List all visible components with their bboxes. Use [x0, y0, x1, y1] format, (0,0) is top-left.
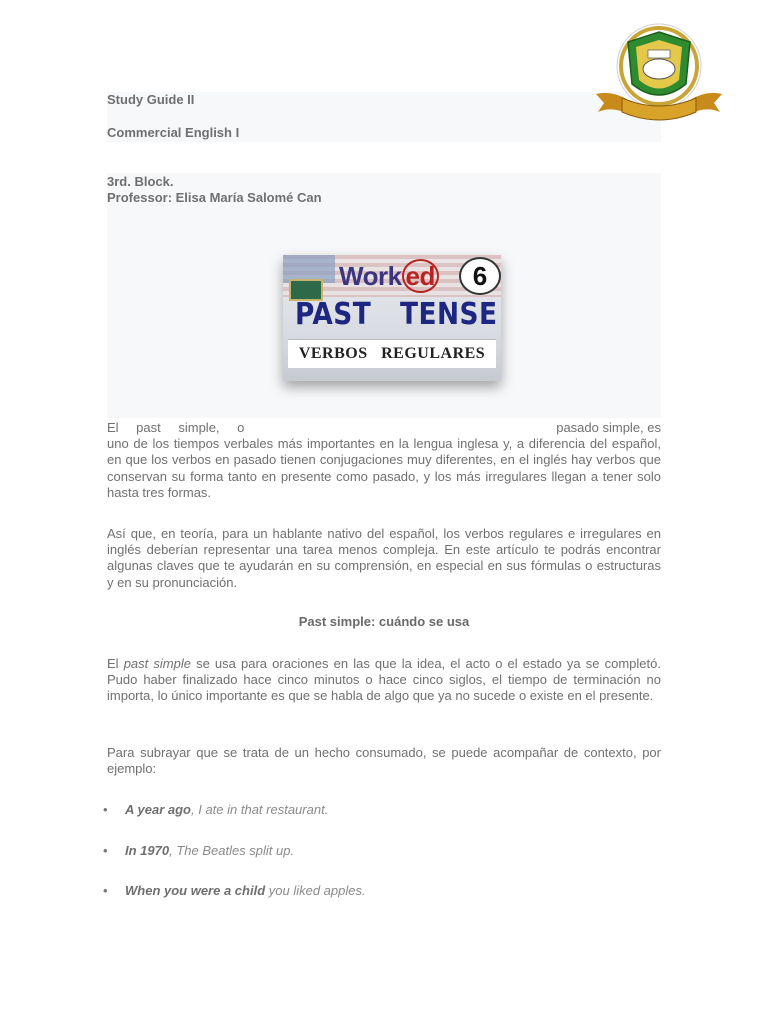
paragraph-1 [107, 420, 661, 501]
p1-start: El past simple, o [107, 420, 245, 435]
section-heading: Past simple: cuándo se usa [298, 614, 470, 629]
list-item-rest: , I ate in that restaurant. [191, 802, 329, 817]
list-item-bold: In 1970 [125, 843, 170, 858]
banner-number: 6 [459, 257, 501, 295]
course-title: Commercial English I [107, 125, 240, 140]
paragraph-3 [107, 656, 661, 705]
school-crest-logo [592, 14, 726, 132]
professor-name: Professor: Elisa María Salomé Can [107, 190, 322, 205]
p1-mid: pasado simple, es [556, 420, 661, 435]
banner-worked-b: ed [402, 259, 439, 293]
p3-em: past simple [123, 656, 191, 671]
banner-title: PAST TENSE [295, 297, 498, 332]
paragraph-2: Así que, en teoría, para un hablante nativo del español, los verbos regulares e irregulares en inglés deberían representar una tarea menos compleja. En este artículo te podrás encontrar algunas claves que te ayudarán en su comprensión, en especial en sus fórmulas o estructuras y en su pronunciación. [107, 526, 661, 590]
bullet-icon: • [103, 802, 108, 817]
banner-worked-text [339, 261, 439, 292]
p1-rest: uno de los tiempos verbales más importantes en la lengua inglesa y, a diferencia del español, en que los verbos en pasado tienen conjugaciones muy diferentes, en el inglés hay verbos que conservan su forma tanto en presente como pasado, y los más irregulares llegan a tener solo hasta tres formas. [107, 436, 661, 500]
p3-a: El [107, 656, 119, 671]
banner-worked-a: Work [339, 261, 402, 291]
list-item-rest: , The Beatles split up. [169, 843, 295, 858]
list-item-rest: you liked apples. [265, 883, 366, 898]
study-guide-title: Study Guide II [107, 92, 195, 107]
bullet-icon: • [103, 883, 108, 898]
bullet-icon: • [103, 843, 108, 858]
list-item-bold: When you were a child [125, 883, 266, 898]
paragraph-1-first-line [107, 420, 661, 436]
p3-b: se usa para oraciones en las que la idea, el acto o el estado ya se completó. Pudo haber finalizado hace cinco minutos o hace cinco siglos, el tiempo de terminación no importa, lo único importante es que se habla de algo que ya no sucede o existe en el presente. [107, 656, 661, 704]
block-label: 3rd. Block. [107, 174, 174, 189]
list-item-bold: A year ago [125, 802, 191, 817]
paragraph-4: Para subrayar que se trata de un hecho consumado, se puede acompañar de contexto, por ejemplo: [107, 745, 661, 777]
banner-subtitle: VERBOS REGULARES [288, 339, 496, 368]
past-tense-banner-image [283, 255, 501, 381]
